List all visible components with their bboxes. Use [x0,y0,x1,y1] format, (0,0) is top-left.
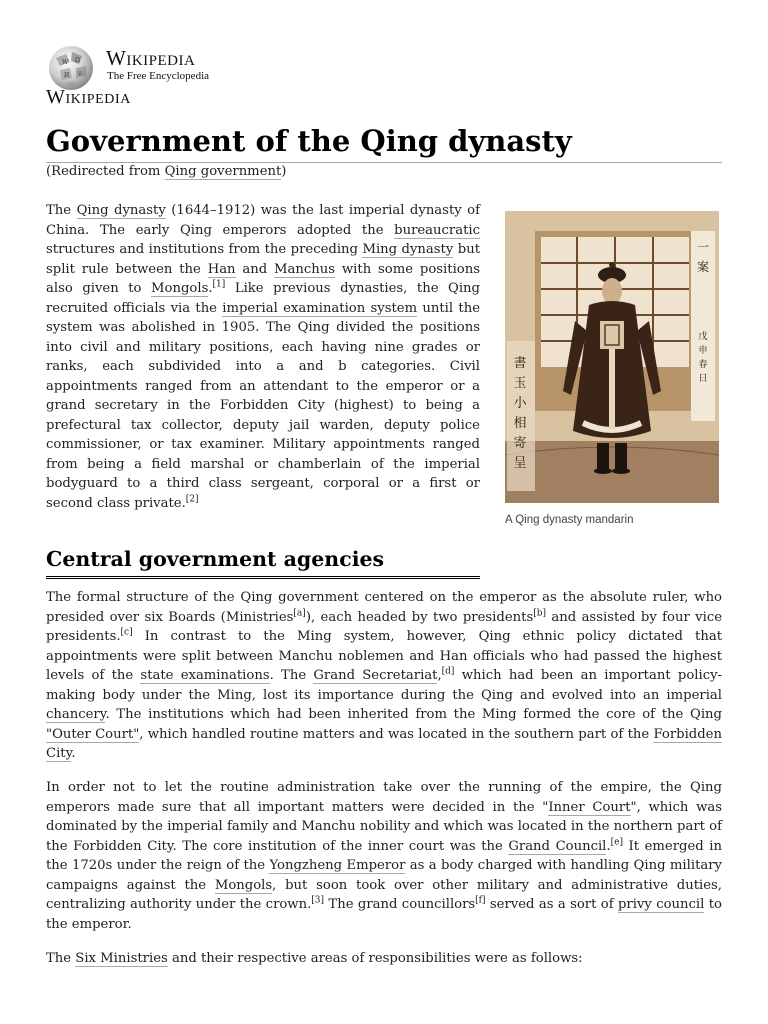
svg-text:小: 小 [513,396,527,411]
paragraph-central-3: The Six Ministries and their respective areas of responsibilities were as follows: [46,951,583,966]
wikipedia-logo[interactable] [46,42,256,92]
figure-caption: A Qing dynasty mandarin [505,514,634,526]
link-mongols-2[interactable]: Mongols [214,877,273,893]
ref-1[interactable]: [1] [212,279,226,290]
link-manchus[interactable]: Manchus [274,261,336,277]
redirect-link[interactable]: Qing government [164,164,282,179]
svg-text:ש: ש [78,70,83,77]
note-a[interactable]: [a] [293,608,306,619]
svg-text:春: 春 [698,360,708,370]
link-bureaucratic[interactable]: bureaucratic [394,222,480,238]
link-privy-council[interactable]: privy council [617,897,705,912]
link-forbidden-city[interactable]: Forbidden City [46,726,722,761]
link-six-ministries[interactable]: Six Ministries [75,951,168,966]
svg-text:日: 日 [698,374,708,384]
link-outer-court[interactable]: "Outer Court" [46,726,140,742]
link-inner-court[interactable]: Inner Court [548,799,631,815]
note-d[interactable]: [d] [441,666,455,677]
site-wordmark[interactable]: Wikipedia [46,86,131,108]
infobox-figure [505,211,719,526]
link-grand-council[interactable]: Grand Council [508,838,607,854]
logo-tagline: The Free Encyclopedia [107,70,210,82]
svg-text:一: 一 [696,240,710,254]
link-han[interactable]: Han [207,261,236,277]
wikipedia-globe-icon [46,42,96,92]
link-grand-secretariat[interactable]: Grand Secretariat [313,668,438,683]
svg-text:И: И [64,72,70,79]
note-e[interactable]: [e] [610,837,623,848]
note-c[interactable]: [c] [120,627,133,638]
svg-text:寄: 寄 [513,436,527,451]
link-mongols[interactable]: Mongols [151,281,209,296]
lead-paragraph: The Qing dynasty (1644–1912) was the last imperial dynasty of China. The early Qing emperors adopted the bureaucratic structures and institutions from the preceding Ming dynasty but split rule between the Han and Manchus with some positions also given to Mongols.[1] Like previous dynasties, the Qing recruited officials via the imperial examination system until the system was abolished in 1905. The Qing divided the positions into civil and military positions, each having nine grades or ranks, each subdivided into a and b categories. Civil appointments ranged from an attendant to the emperor or a grand secretary in the Forbidden City (highest) to being a prefectural tax collector, deputy jail warden, deputy police commissioner, or tax examiner. Military appointments ranged from being a field marshal or chamberlain of the imperial bodyguard to a third class sergeant, corporal or a first or second class private.[2] [46,203,480,511]
logo-wordmark: Wikipedia [106,46,196,70]
link-chancery[interactable]: chancery [46,707,106,722]
link-ming-dynasty[interactable]: Ming dynasty [362,242,454,257]
mandarin-photo[interactable] [505,211,719,503]
section-heading-central-government: Central government agencies [46,544,480,579]
redirect-prefix: (Redirected from [46,164,165,179]
svg-text:玉: 玉 [513,376,527,391]
link-yongzheng-emperor[interactable]: Yongzheng Emperor [269,858,406,873]
ref-2[interactable]: [2] [185,494,199,505]
note-b[interactable]: [b] [533,608,547,619]
note-f[interactable]: [f] [475,895,486,906]
svg-text:呈: 呈 [513,456,527,471]
redirect-notice [46,164,286,179]
svg-text:案: 案 [696,260,710,274]
redirect-suffix: ) [281,164,287,179]
svg-text:戊: 戊 [698,332,708,342]
svg-text:W: W [62,59,69,66]
link-state-examinations[interactable]: state examinations [140,668,270,683]
paragraph-central-1: The formal structure of the Qing government centered on the emperor as the absolute ruler, who presided over six Boards (Ministries[a]), each headed by two presidents[b] and assisted by four vice presidents.[c] In contrast to the Ming system, however, Qing ethnic policy dictated that appointments were split between Manchu noblemen and Han officials who had passed the highest levels of the state examinations. The Grand Secretariat,[d] which had been an important policy-making body under the Ming, lost its importance during the Qing and evolved into an imperial chancery. The institutions which had been inherited from the Ming formed the core of the Qing "Outer Court", which handled routine matters and was located in the southern part of the Forbidden City. [46,590,723,761]
page-title: Government of the Qing dynasty [46,122,722,163]
svg-text:相: 相 [513,416,527,431]
link-qing-dynasty[interactable]: Qing dynasty [76,203,166,218]
svg-text:申: 申 [698,346,708,356]
svg-text:Ω: Ω [75,57,80,64]
paragraph-central-2: In order not to let the routine administration take over the running of the empire, the Qing emperors made sure that all important matters were decided in the "Inner Court", which was dominated by the imperial family and Manchu nobility and which was located in the northern part of the Forbidden City. The core institution of the inner court was the Grand Council.[e] It emerged in the 1720s under the reign of the Yongzheng Emperor as a body charged with handling Qing military campaigns against the Mongols, but soon took over other military and administrative duties, centralizing authority under the crown.[3] The grand councillors[f] served as a sort of privy council to the emperor. [46,780,722,932]
link-imperial-examination-system[interactable]: imperial examination system [222,300,418,316]
ref-3[interactable]: [3] [311,895,325,906]
svg-text:書: 書 [513,356,527,371]
